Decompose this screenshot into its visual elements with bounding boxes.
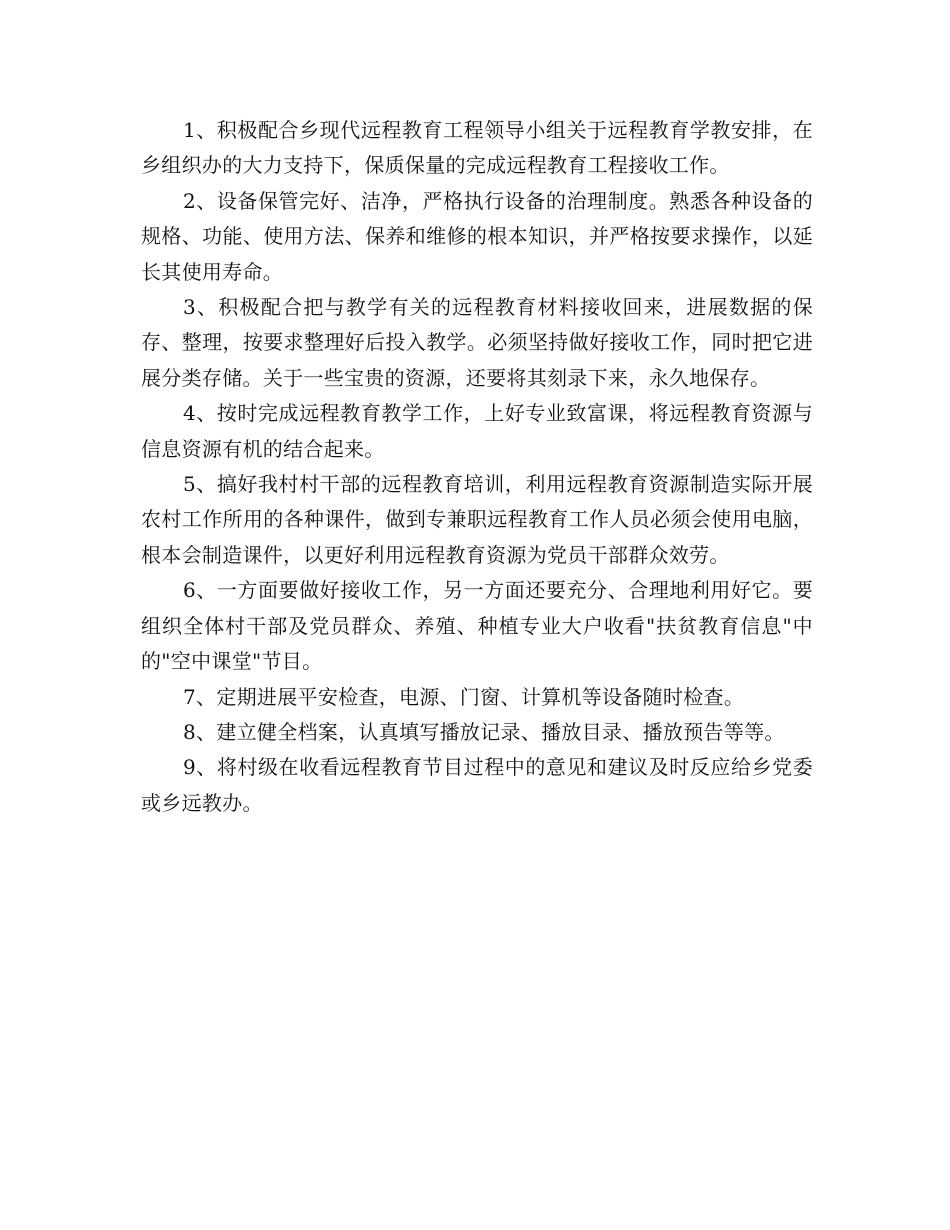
paragraph-5: 5、搞好我村村干部的远程教育培训，利用远程教育资源制造实际开展农村工作所用的各种课件，做到专兼职远程教育工作人员必须会使用电脑，根本会制造课件，以更好利用远程教育资源为党员干部群众效劳。 [141, 472, 813, 567]
paragraph-2: 2、设备保管完好、洁净，严格执行设备的治理制度。熟悉各种设备的规格、功能、使用方法、保养和维修的根本知识，并严格按要求操作，以延长其使用寿命。 [141, 188, 813, 284]
paragraph-8: 8、建立健全档案，认真填写播放记录、播放目录、播放预告等等。 [183, 719, 785, 744]
paragraph-6: 6、一方面要做好接收工作，另一方面还要充分、合理地利用好它。要组织全体村干部及党员群众、养殖、种植专业大户收看"扶贫教育信息"中的"空中课堂"节目。 [141, 578, 813, 674]
paragraph-7: 7、定期进展平安检查，电源、门窗、计算机等设备随时检查。 [183, 684, 745, 709]
paragraph-9: 9、将村级在收看远程教育节目过程中的意见和建议及时反应给乡党委或乡远教办。 [141, 755, 813, 815]
paragraph-4: 4、按时完成远程教育教学工作，上好专业致富课，将远程教育资源与信息资源有机的结合起来。 [141, 401, 813, 461]
document-body [141, 113, 813, 821]
paragraph-3: 3、积极配合把与教学有关的远程教育材料接收回来，进展数据的保存、整理，按要求整理好后投入教学。必须坚持做好接收工作，同时把它进展分类存储。关于一些宝贵的资源，还要将其刻录下来，永久地保存。 [141, 295, 813, 390]
paragraph-1: 1、积极配合乡现代远程教育工程领导小组关于远程教育学教安排，在乡组织办的大力支持下，保质保量的完成远程教育工程接收工作。 [141, 118, 813, 178]
